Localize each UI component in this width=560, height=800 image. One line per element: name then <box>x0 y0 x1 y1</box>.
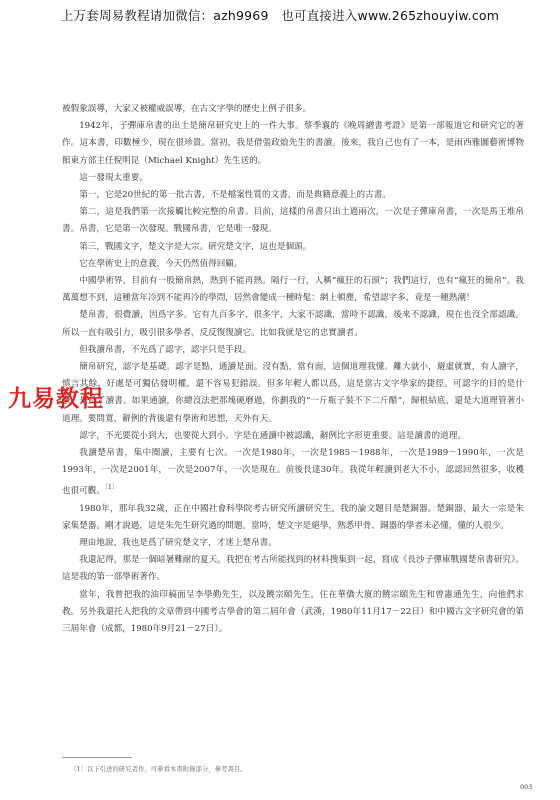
paragraph: 楚帛書，很費讀，因爲字多。它有九百多字，很多字，大家不認識，當時不認識，後來不認識，現在也沒全部認識。所以一直有吸引力，吸引很多學者，反反復復讀它。比如我就是它的忠實讀者。 <box>62 310 524 338</box>
paragraph: 但我讀帛書，不光爲了認字，認字只是手段。 <box>79 344 252 355</box>
paragraph: 簡帛研究，認字是基礎。認字是點，通讀是面。沒有點，當有面，這個道理我懂。離大就小，避虛就實，有人讀字，慎言其餘，好處是可獨佔發明權，還不容易犯錯誤。但多年輕人都以爲，這是當古文字學家的捷徑。可認字的目的是什麼？是爲了讀書。如果通讀，你總沒法把那塊硬磨過，你劃我的“一斤瓶子裝不下二斤醋”，歸根結底，還是大道理管著小道理。要問寬，辭例的背後還有學術和思想，天外有天。 <box>62 362 524 424</box>
footnote: 〔1〕以下引述的研究者作，可參看本書附錄部分，參考書目。 <box>70 765 247 773</box>
paragraph: 它在學術史上的意義，今天仍然值得回顧。 <box>79 258 243 269</box>
paragraph: 這一發現太重要。 <box>79 172 148 183</box>
footnote-marker[interactable]: 〔1〕 <box>104 484 118 492</box>
paragraph-text: 我讀楚帛書，集中閱讀，主要有七次。一次是1980年，一次是1985－1988年，一次是1989－1990年，一次是1993年，一次是2001年，一次是2007年，一次是現在。前後長達30年。我從年輕讀到老大不小，認認回然很多，收穫也很可觀。 <box>62 448 524 497</box>
paragraph: 我還記得，那是一個暗暑難耐的夏天，我把在考古所能找到的材料搜集到一起，寫成《長沙子彈庫戰國楚帛書研究》。這是我的第一部學術著作。 <box>62 555 524 583</box>
paragraph: 第二，這是我們第一次接觸比較完整的帛書。目前，這樣的帛書只出土過兩次，一次是子彈庫帛書，一次是馬王堆帛書。帛書，它是第一次發現。戰國帛書，它是唯一發現。 <box>62 207 524 235</box>
paragraph: 第一，它是20世紀的第一批古書，不是檔案性質的文書，而是典籍意義上的古書。 <box>79 190 391 201</box>
footnote-divider <box>62 757 132 758</box>
paragraph: 第三，戰國文字，楚文字是大宗。研究楚文字，這也是個頭。 <box>79 241 312 252</box>
paragraph: 1980年，那年我32歲，正在中國社會科學院考古研究所讀研究生。我的論文題目是楚銅器。楚銅器，最大一宗是朱家集楚器。剛才說過，這是朱先生研究過的問題。當時，楚文字是絕學，熟悉甲骨、銅器的學者未必懂，懂的人很少。 <box>62 503 524 531</box>
promo-banner: 上万套周易教程请加微信：azh9969 也可直接进入www.265zhouyiw.com <box>60 8 500 23</box>
paragraph: 1942年，子彈庫帛書的出土是簡帛研究史上的一件大事。蔡季襄的《晚周繒書考證》是第一部報道它和研究它的著作。這本書，印數極少，現在很珍貴。當初，我是借張政烺先生的書讀。後來，我自己也有了一本，是雨西雅圖藝術博物館東方部主任倪明昆（Michael Knight）先生送的。 <box>62 121 524 166</box>
paragraph: 認字，不光要從小到大，也要從大到小。字是在通讀中被認識，辭例比字形更重要。這是讀書的道理。 <box>79 430 466 441</box>
document-body <box>62 101 524 638</box>
page-number: 003 <box>520 783 533 791</box>
paragraph: 理由地說，我也是爲了研究楚文字，才迷上楚帛書。 <box>79 537 277 548</box>
paragraph-with-footnote <box>62 445 524 500</box>
watermark-logo: 九易教程 <box>8 386 104 412</box>
paragraph: 中國學術界，目前有一股簡帛熱，熱到不能再熱。隔行一行，人稱“瘋狂的石頭”；我們這行，也有“瘋狂的簡帛”。我萬萬想不到，這種當年冷到不能再冷的學問，居然會變成一種時髦：網上頓塵，希望認字多，竟是一種熱潮！ <box>62 276 524 304</box>
paragraph: 當年，我曾把我的油印稿面呈李學勤先生，以及饒宗頤先生，住在華僑大廈的饒宗頤先生和曾憲通先生，向他們求教。另外我還托人把我的文章帶到中國考古學會的第二屆年會（武漢，1980年11月17－22日）和中國古文字研究會的第三屆年會（成都，1980年9月21－27日）。 <box>62 589 524 634</box>
paragraph: 被假象誤導，大家又被權威誤導，在古文字學的歷史上例子很多。 <box>62 104 312 114</box>
